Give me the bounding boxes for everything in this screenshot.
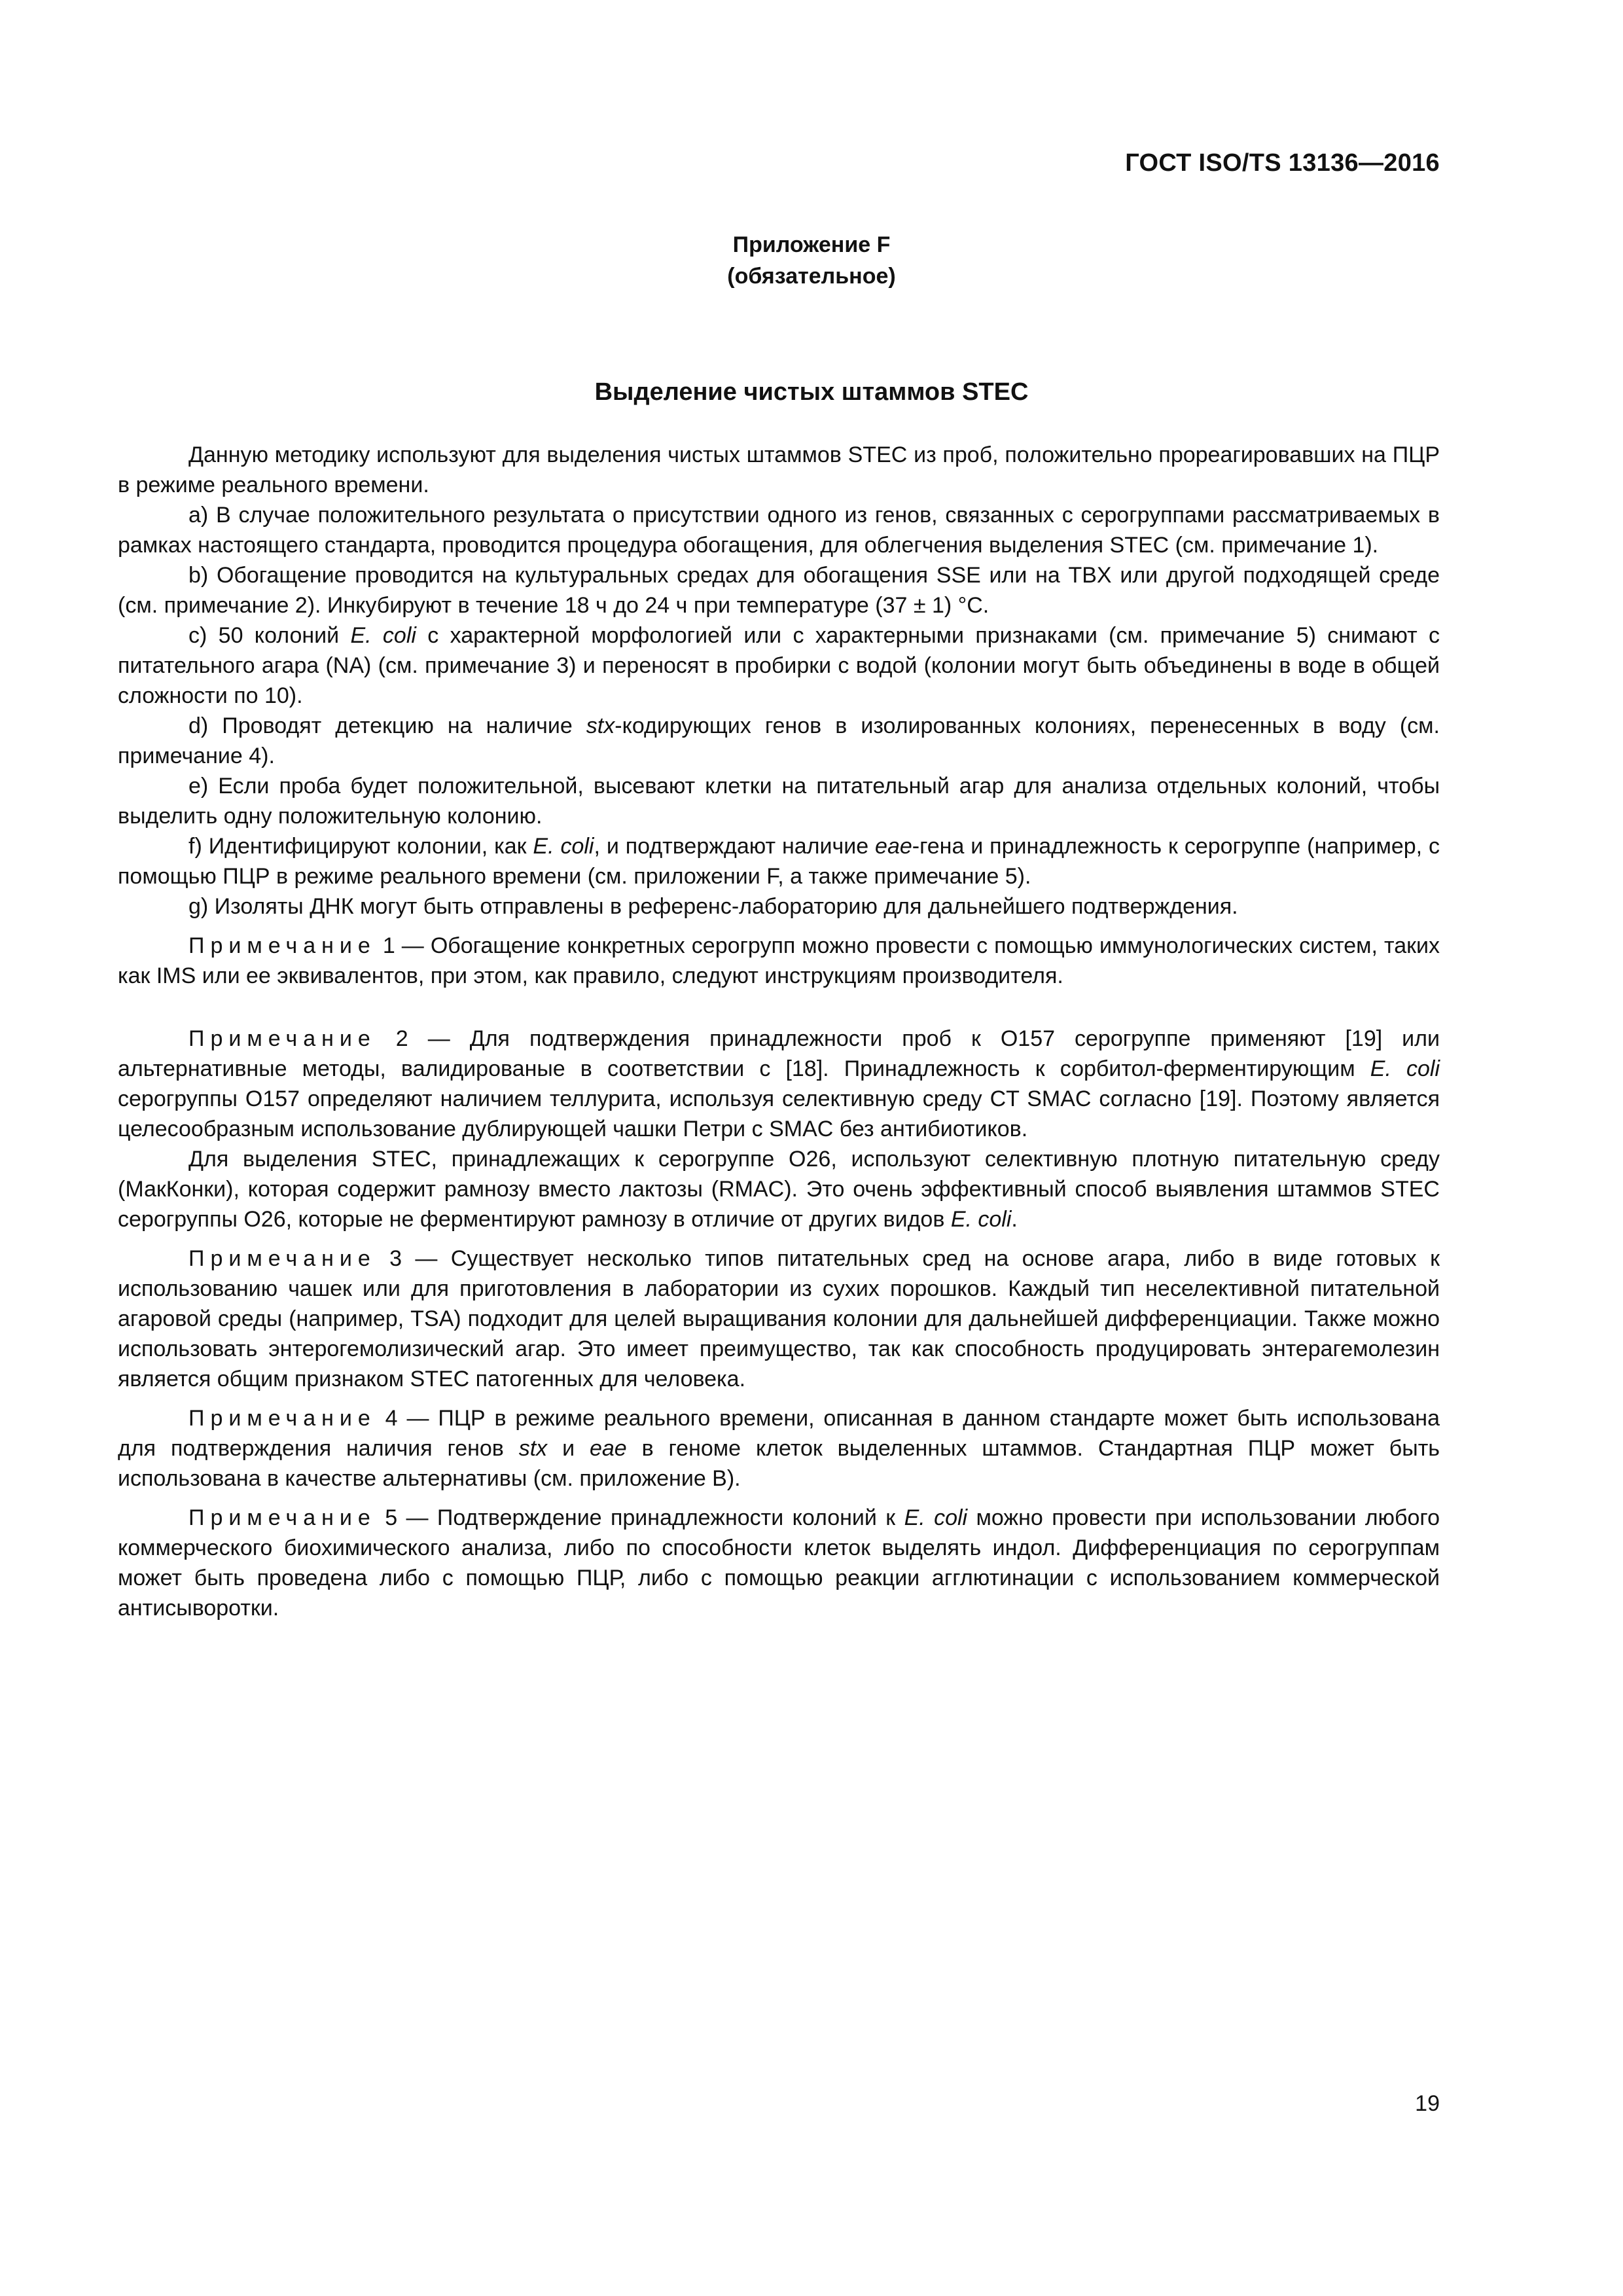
italic-term: E. coli [950, 1207, 1012, 1232]
italic-term: stx [586, 713, 615, 738]
text-run: можно провести при использовании любого коммерческого биохимического анализа, либо по способности клеток выделять индол. Дифференциация по серогруппам может быть проведена либо с помощью ПЦР, либо с помощью реакции агглютинации с использованием коммерческой антисыворотки. [118, 1505, 1440, 1621]
note-2-continuation [118, 1144, 1440, 1234]
italic-term: stx [518, 1436, 548, 1461]
text-run: в геноме клеток выделенных штаммов. Стандартная ПЦР может быть использована в качестве альтернативы (см. приложение В). [118, 1436, 1440, 1491]
text-run: — Обогащение конкретных серогрупп можно провести с помощью иммунологических систем, таких как IMS или ее эквивалентов, при этом, как правило, следуют инструкциям производителя. [118, 933, 1440, 988]
paragraph-b: b) Обогащение проводится на культуральных средах для обогащения SSE или на TBX или другой подходящей среде (см. примечание 2). Инкубируют в течение 18 ч до 24 ч при температуре (37 ± 1) °С. [118, 563, 1440, 618]
note-number: 1 [382, 933, 395, 958]
note-label: Примечание [188, 1026, 376, 1051]
note-3 [118, 1244, 1440, 1394]
text-run: . [1011, 1207, 1018, 1232]
note-label: Примечание [188, 1406, 376, 1431]
document-body [118, 440, 1440, 1623]
note-label: Примечание [188, 933, 376, 958]
text-run: — Для подтверждения принадлежности проб к O157 серогруппе применяют [19] или альтернативные методы, валидированые в соответствии с [18]. Принадлежность к сорбитол-ферментирующим [118, 1026, 1440, 1081]
section-title: Выделение чистых штаммов STEC [594, 378, 1029, 406]
text-run: f) Идентифицируют колонии, как [188, 834, 533, 859]
text-run: — ПЦР в режиме реального времени, описанная в данном стандарте может быть использована для подтверждения наличия генов [118, 1406, 1440, 1461]
note-number: 3 [389, 1246, 402, 1271]
appendix-heading [0, 229, 1623, 292]
note-number: 5 [385, 1505, 398, 1530]
italic-term: E. coli [533, 834, 594, 859]
paragraph-g: g) Изоляты ДНК могут быть отправлены в референс-лабораторию для дальнейшего подтверждения. [188, 894, 1238, 919]
note-5 [118, 1503, 1440, 1623]
italic-term: eae [875, 834, 912, 859]
italic-term: E. coli [350, 623, 416, 648]
page-number: 19 [1415, 2091, 1440, 2116]
paragraph-d [118, 711, 1440, 771]
italic-term: eae [589, 1436, 627, 1461]
text-run: — Подтверждение принадлежности колоний к [397, 1505, 904, 1530]
paragraph-intro: Данную методику используют для выделения чистых штаммов STEC из проб, положительно прореагировавших на ПЦР в режиме реального времени. [118, 442, 1440, 497]
paragraph-e: е) Если проба будет положительной, высевают клетки на питательный агар для анализа отдельных колоний, чтобы выделить одну положительную колонию. [118, 774, 1440, 829]
text-run: с) 50 колоний [188, 623, 351, 648]
text-run: серогруппы O157 определяют наличием теллурита, используя селективную среду CT SMAC согласно [19]. Поэтому является целесообразным использование дублирующей чашки Петри с SMAC без антибиотиков. [118, 1086, 1440, 1141]
italic-term: E. coli [1370, 1056, 1440, 1081]
note-label: Примечание [188, 1505, 376, 1530]
note-1 [118, 931, 1440, 991]
text-run: Для выделения STEC, принадлежащих к серогруппе O26, используют селективную плотную питательную среду (МакКонки), которая содержит рамнозу вместо лактозы (RMAC). Это очень эффективный способ выявления штаммов STEC серогруппы O26, которые не ферментируют рамнозу в отличие от других видов [118, 1147, 1440, 1232]
appendix-title: Приложение F [732, 232, 891, 257]
note-number: 4 [385, 1406, 398, 1431]
text-run: -гена и принадлежность к серогруппе (например, с помощью ПЦР в режиме реального времени (см. приложении F, а также примечание 5). [118, 834, 1440, 889]
text-run: с характерной морфологией или с характерными признаками (см. примечание 5) снимают с питательного агара (NA) (см. примечание 3) и переносят в пробирки с водой (колонии могут быть объединены в воде в общей сложности по 10). [118, 623, 1440, 708]
text-run: , и подтверждают наличие [594, 834, 876, 859]
note-2 [118, 1024, 1440, 1144]
text-run: d) Проводят детекцию на наличие [188, 713, 586, 738]
text-run: и [547, 1436, 590, 1461]
italic-term: E. coli [904, 1505, 968, 1530]
text-run: -кодирующих генов в изолированных колониях, перенесенных в воду (см. примечание 4). [118, 713, 1440, 768]
paragraph-c [118, 620, 1440, 711]
paragraph-f [118, 831, 1440, 891]
note-number: 2 [395, 1026, 408, 1051]
text-run: — Существует несколько типов питательных сред на основе агара, либо в виде готовых к использованию чашек или для приготовления в лаборатории из сухих порошков. Каждый тип неселективной питательной агаровой среды (например, TSA) подходит для целей выращивания колонии для дальнейшей дифференциации. Также можно использовать энтерогемолизический агар. Это имеет преимущество, так как способность продуцировать энтерагемолезин является общим признаком STEC патогенных для человека. [118, 1246, 1440, 1391]
note-4 [118, 1403, 1440, 1494]
note-label: Примечание [188, 1246, 376, 1271]
appendix-status: (обязательное) [727, 264, 896, 289]
paragraph-a: а) В случае положительного результата о присутствии одного из генов, связанных с серогруппами рассматриваемых в рамках настоящего стандарта, проводится процедура обогащения, для облегчения выделения STEC (см. примечание 1). [118, 503, 1440, 558]
document-code: ГОСТ ISO/TS 13136—2016 [1125, 149, 1440, 177]
